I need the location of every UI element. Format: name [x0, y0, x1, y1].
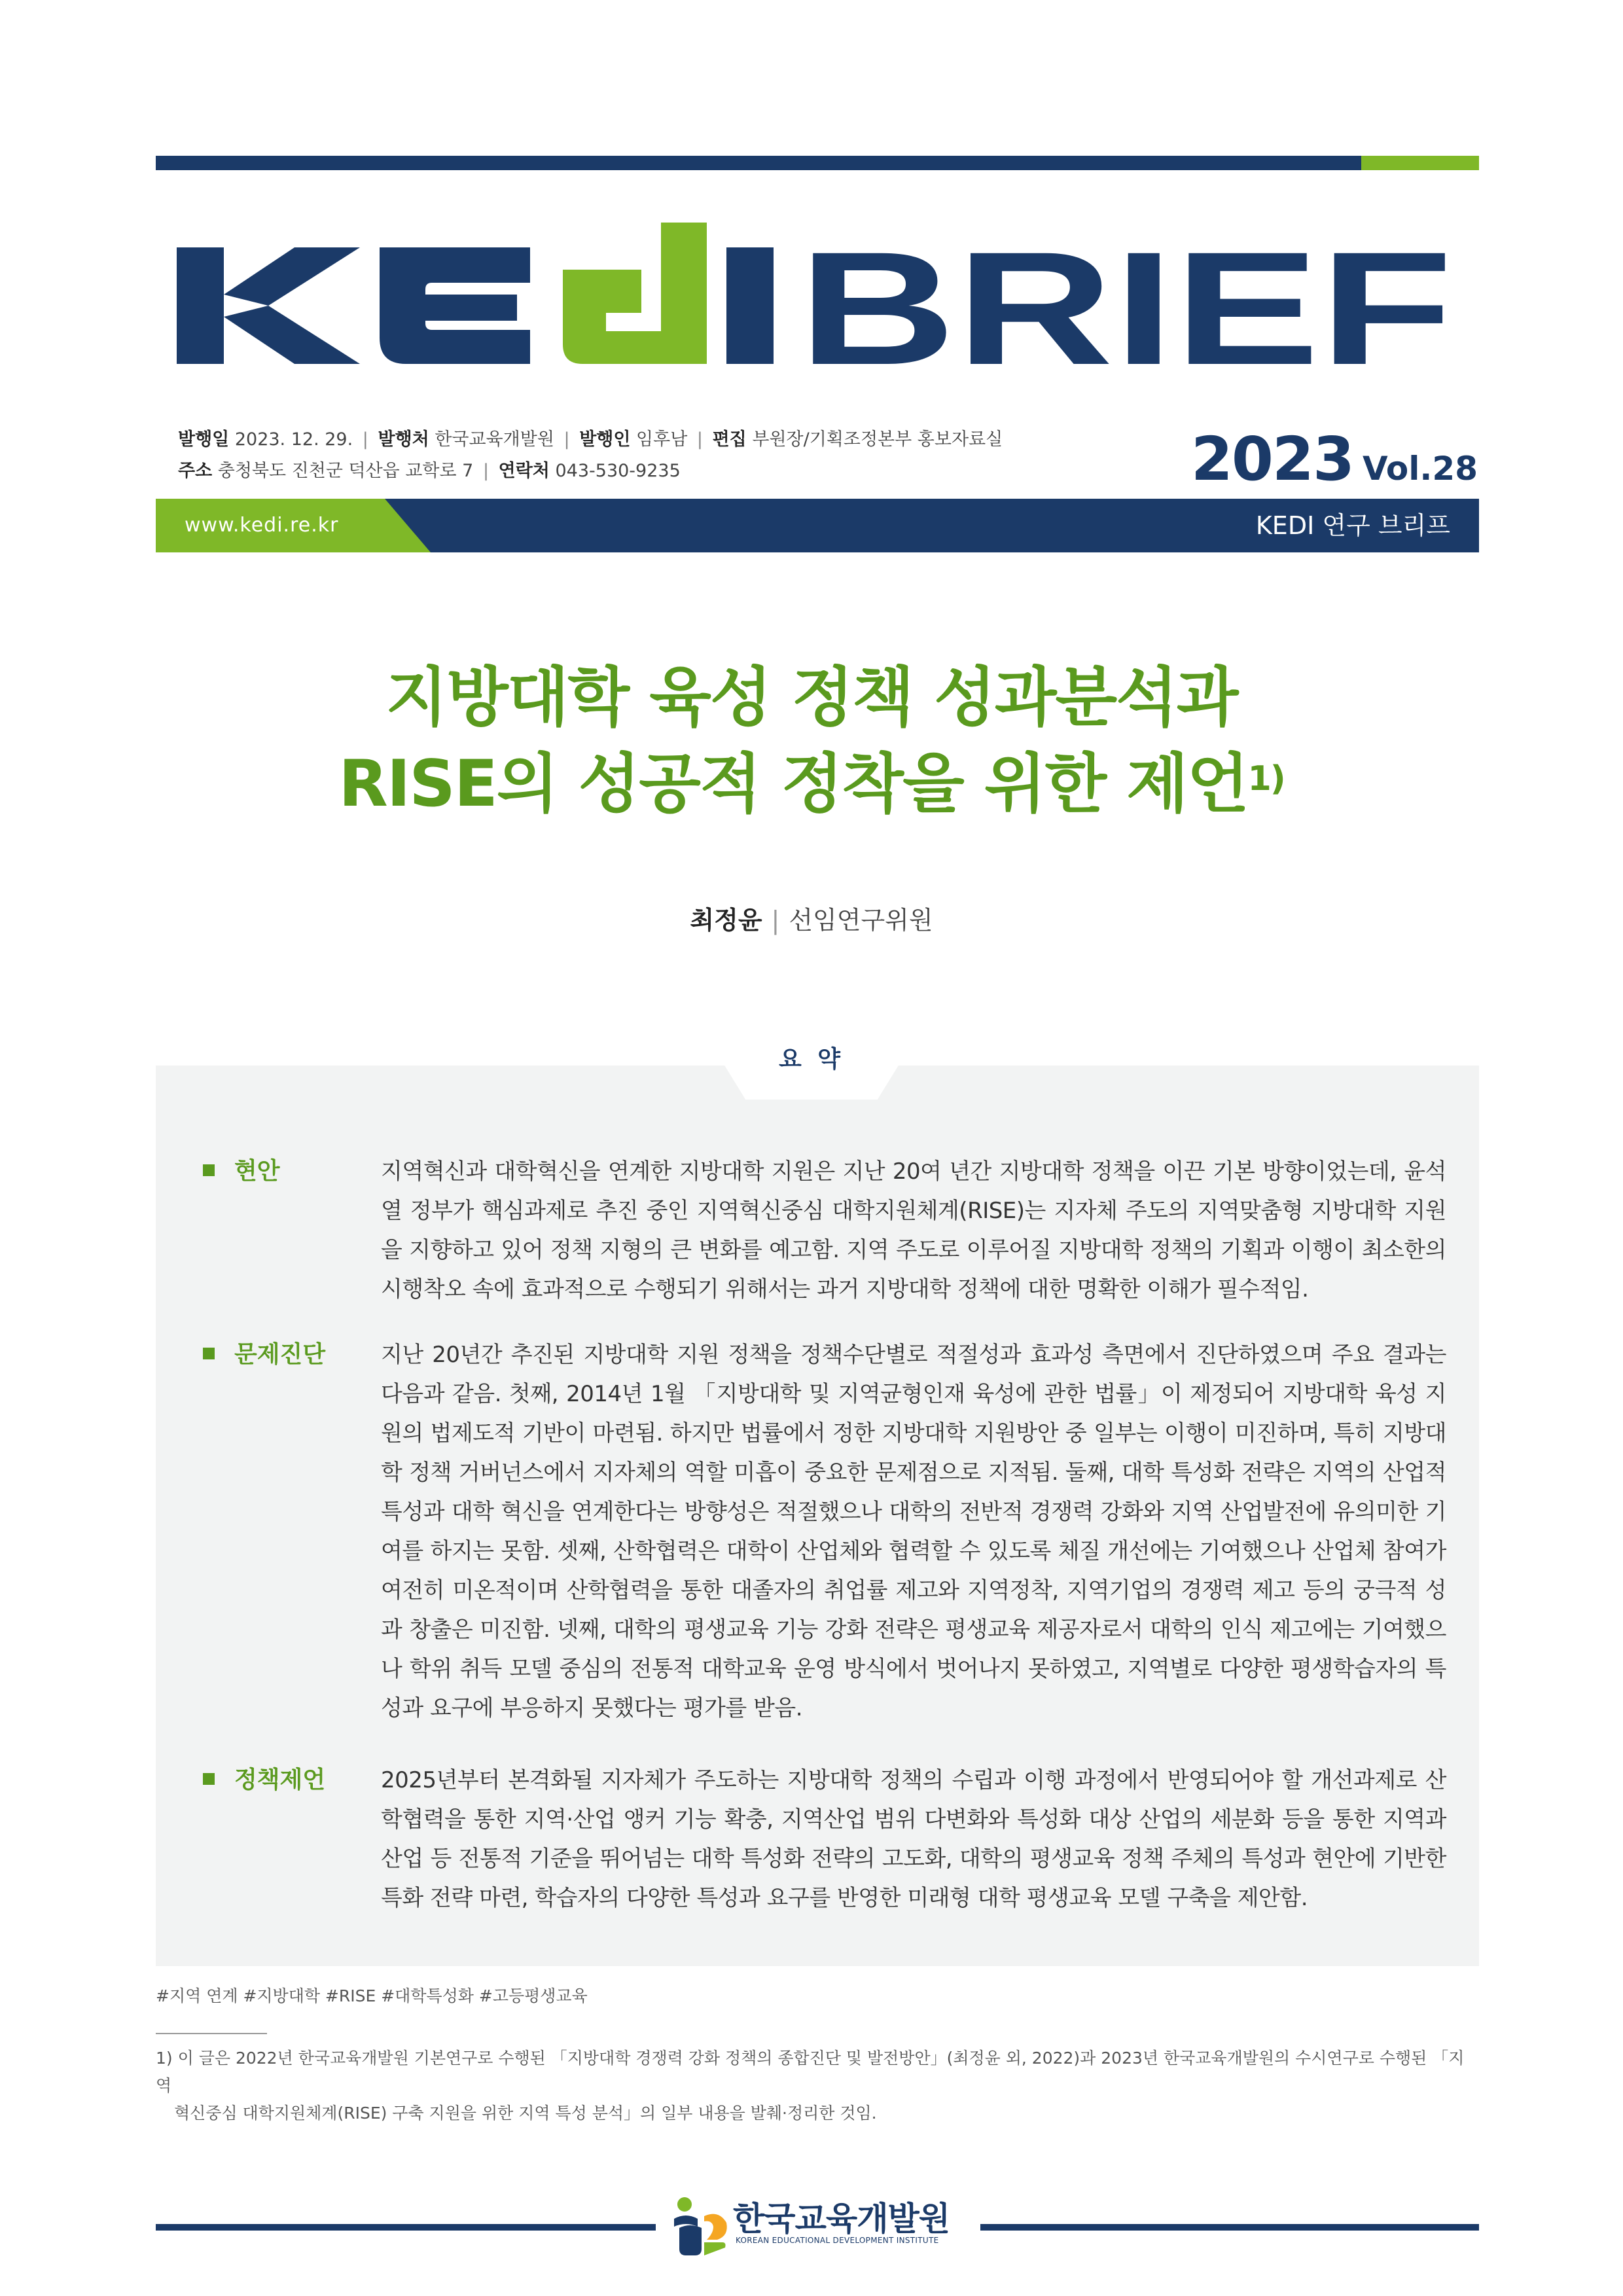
separator: |: [771, 906, 780, 935]
footnote-rule: [156, 2033, 267, 2034]
separator: |: [696, 429, 703, 450]
section-heading: [203, 1152, 280, 1191]
volume-info: [1191, 424, 1478, 494]
publication-info: [178, 424, 1003, 487]
contact-label: 연락처: [498, 461, 550, 481]
logo-letter-d: [563, 223, 707, 364]
separator: |: [482, 461, 490, 481]
website-url[interactable]: www.kedi.re.kr: [185, 514, 339, 537]
separator: |: [362, 429, 368, 450]
section-heading-text: 문제진단: [234, 1341, 326, 1368]
address: 충청북도 진천군 덕산읍 교학로 7: [217, 461, 474, 481]
logo-letter-i: [726, 247, 774, 364]
issue-volume: Vol.28: [1362, 450, 1478, 488]
article-title: [157, 655, 1466, 827]
section-heading: [203, 1335, 325, 1374]
title-line-2: RISE의 성공적 정착을 위한 제언: [338, 747, 1248, 821]
issue-date: 2023. 12. 29.: [234, 429, 353, 450]
summary-section-diagnosis: [203, 1335, 1446, 1741]
publication-info-line2: [178, 456, 1003, 487]
logo-brief-text: BRIEF: [798, 219, 1453, 386]
masthead-logo: [164, 196, 1479, 386]
issuer-label: 발행인: [579, 429, 631, 450]
section-heading: [203, 1761, 325, 1800]
logo-letter-k: [177, 247, 360, 364]
footnote-line-2: 혁신중심 대학지원체계(RISE) 구축 지원을 위한 지역 특성 분석」의 일부 내용을 발췌·정리한 것임.: [174, 2104, 877, 2123]
issue-year: 2023: [1190, 424, 1353, 494]
author-name: 최정윤: [690, 906, 762, 935]
logo-letter-e: [380, 247, 530, 364]
bullet-square-icon: [203, 1773, 215, 1785]
hashtags: #지역 연계 #지방대학 #RISE #대학특성화 #고등평생교육: [156, 1986, 588, 2005]
series-name: KEDI 연구 브리프: [1255, 511, 1450, 540]
footer-rule-left: [156, 2224, 656, 2231]
bullet-square-icon: [203, 1164, 215, 1176]
author-position: 선임연구위원: [789, 906, 933, 935]
summary-section-policy: [203, 1761, 1446, 1924]
separator: |: [563, 429, 570, 450]
top-stripe-navy: [156, 156, 1361, 170]
publisher-label: 발행처: [378, 429, 429, 450]
footer-org-name: 한국교육개발원: [733, 2200, 950, 2238]
author-line: [157, 900, 1466, 936]
editor-label: 편집: [712, 429, 747, 450]
section-body: 2025년부터 본격화될 지자체가 주도하는 지방대학 정책의 수립과 이행 과정에서 반영되어야 할 개선과제로 산학협력을 통한 지역·산업 앵커 기능 확충, 지역산업 범위 다변화와 특성화 대상 산업의 세분화 등을 통한 지역과 산업 등 전통적 기준을 뛰어넘는 대학 특성화 전략의 고도화, 대학의 평생교육 정책 주체의 특성과 현안에 기반한 특화 전략 마련, 학습자의 다양한 특성과 요구를 반영한 미래형 대학 평생교육 모델 구축을 제안함.: [381, 1767, 1446, 1911]
section-heading-text: 현안: [234, 1158, 280, 1185]
footer-rule-right: [980, 2224, 1479, 2231]
summary-section-issue: [203, 1152, 1446, 1316]
top-stripe: [156, 156, 1479, 170]
section-body: 지역혁신과 대학혁신을 연계한 지방대학 지원은 지난 20여 년간 지방대학 정책을 이끈 기본 방향이었는데, 윤석열 정부가 핵심과제로 추진 중인 지역혁신중심 대학지원체계(RISE)는 지자체 주도의 지역맞춤형 지방대학 지원을 지향하고 있어 정책 지형의 큰 변화를 예고함. 지역 주도로 이루어질 지방대학 정책의 기획과 이행이 최소한의 시행착오 속에 효과적으로 수행되기 위해서는 과거 지방대학 정책에 대한 명확한 이해가 필수적임.: [381, 1158, 1446, 1302]
kedi-logo-icon: [666, 2190, 732, 2262]
issuer: 임후남: [636, 429, 688, 450]
summary-label: 요 약: [778, 1046, 845, 1073]
publisher: 한국교육개발원: [435, 429, 554, 450]
title-line-1: 지방대학 육성 정책 성과분석과: [385, 660, 1238, 735]
contact: 043-530-9235: [555, 461, 681, 481]
kedi-brief-logo: [164, 196, 1479, 386]
title-footnote-mark[interactable]: 1): [1247, 759, 1285, 798]
publication-info-line1: [178, 424, 1003, 456]
footnote: [156, 2045, 1478, 2127]
footer-org-name-en: KOREAN EDUCATIONAL DEVELOPMENT INSTITUTE: [736, 2236, 939, 2245]
top-stripe-green: [1361, 156, 1479, 170]
section-heading-text: 정책제언: [234, 1767, 326, 1793]
footnote-line-1: 1) 이 글은 2022년 한국교육개발원 기본연구로 수행된 「지방대학 경쟁력 강화 정책의 종합진단 및 발전방안」(최정윤 외, 2022)과 2023년 한국교육개발원의 수시연구로 수행된 「지역: [156, 2049, 1465, 2095]
editor: 부원장/기획조정본부 홍보자료실: [752, 429, 1003, 450]
issue-date-label: 발행일: [178, 429, 230, 450]
address-label: 주소: [178, 461, 213, 481]
url-bar: [156, 499, 1479, 552]
title-line-2-wrap: [157, 741, 1466, 827]
section-body: 지난 20년간 추진된 지방대학 지원 정책을 정책수단별로 적절성과 효과성 측면에서 진단하였으며 주요 결과는 다음과 같음. 첫째, 2014년 1월 「지방대학 및 지역균형인재 육성에 관한 법률」이 제정되어 지방대학 육성 지원의 법제도적 기반이 마련됨. 하지만 법률에서 정한 지방대학 지원방안 중 일부는 이행이 미진하며, 특히 지방대학 정책 거버넌스에서 지자체의 역할 미흡이 중요한 문제점으로 지적됨. 둘째, 대학 특성화 전략은 지역의 산업적 특성과 대학 혁신을 연계한다는 방향성은 적절했으나 대학의 전반적 경쟁력 강화와 지역 산업발전에 유의미한 기여를 하지는 못함. 셋째, 산학협력은 대학이 산업체와 협력할 수 있도록 체질 개선에는 기여했으나 산업체 참여가 여전히 미온적이며 산학협력을 통한 대졸자의 취업률 제고와 지역정착, 지역기업의 경쟁력 제고 등의 궁극적 성과 창출은 미진함. 넷째, 대학의 평생교육 기능 강화 전략은 평생교육 제공자로서 대학의 인식 제고에는 기여했으나 학위 취득 모델 중심의 전통적 대학교육 운영 방식에서 벗어나지 못하였고, 지역별로 다양한 평생학습자의 특성과 요구에 부응하지 못했다는 평가를 받음.: [381, 1342, 1446, 1721]
bullet-square-icon: [203, 1348, 215, 1359]
